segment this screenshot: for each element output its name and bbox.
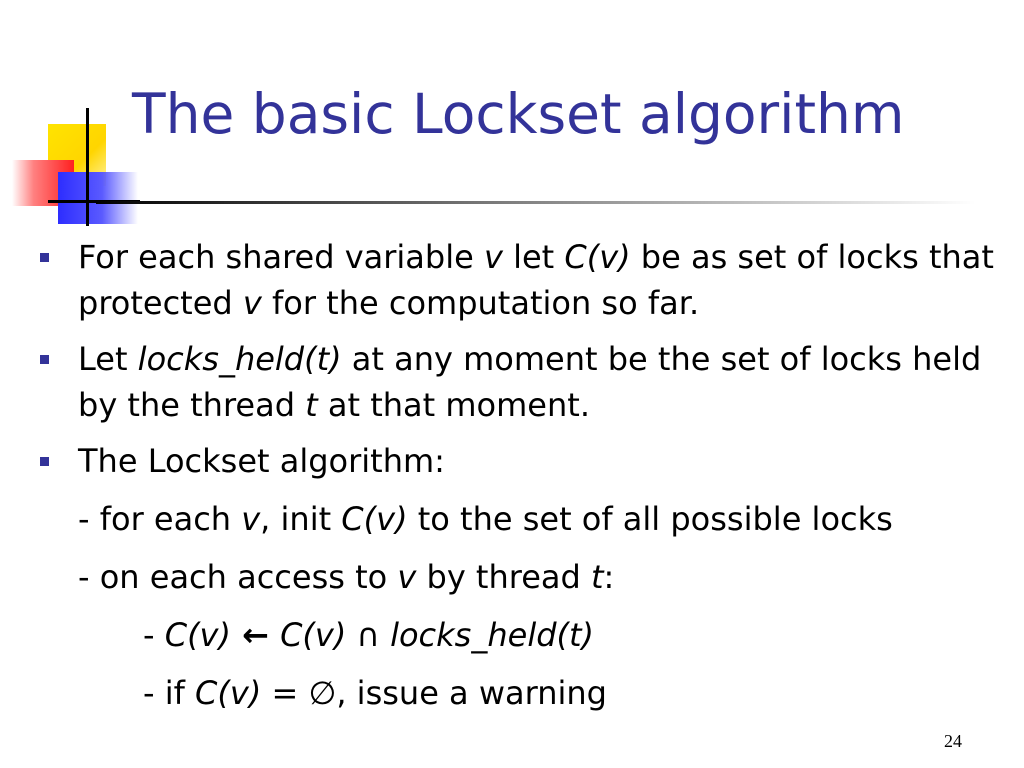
variable-v: v <box>242 284 262 322</box>
bullet-item <box>40 234 1000 326</box>
text-run: - for each <box>78 500 242 538</box>
text-run: - on each access to <box>78 558 398 596</box>
text-run: to the set of all possible locks <box>407 500 893 538</box>
slide-title: The basic Lockset algorithm <box>132 82 905 146</box>
term-cv: C(v) <box>341 500 408 538</box>
algorithm-substep <box>40 612 1000 658</box>
variable-v: v <box>483 238 503 276</box>
intersection-icon: ∩ <box>346 616 391 654</box>
text-run: , init <box>260 500 342 538</box>
algorithm-step <box>40 554 1000 600</box>
term-locks-held: locks_held(t) <box>137 340 342 378</box>
term-cv: C(v) <box>195 674 262 712</box>
variable-t: t <box>305 386 318 424</box>
bullet-item <box>40 438 1000 484</box>
square-bullet-icon <box>40 457 49 466</box>
title-underline <box>96 201 976 204</box>
square-bullet-icon <box>40 355 49 364</box>
text-run: Let <box>78 340 138 378</box>
bullet-text <box>78 238 994 322</box>
left-arrow-icon: ← <box>230 616 281 654</box>
text-run: be as set of locks that protected <box>78 238 994 322</box>
text-run: by thread <box>416 558 591 596</box>
square-bullet-icon <box>40 253 49 262</box>
blue-square-shape <box>58 172 138 224</box>
logo-vertical-line <box>86 108 89 226</box>
text-run: at that moment. <box>317 386 590 424</box>
bullet-text <box>78 340 981 424</box>
term-locks-held: locks_held(t) <box>390 616 595 654</box>
variable-v: v <box>241 500 261 538</box>
decorative-logo <box>0 100 150 230</box>
slide-body <box>40 234 1000 716</box>
text-run: = ∅, issue a warning <box>261 674 607 712</box>
text-run: let <box>502 238 565 276</box>
algorithm-substep <box>40 670 1000 716</box>
text-run: - if <box>143 674 196 712</box>
text-run: for the computation so far. <box>261 284 700 322</box>
text-run: For each shared variable <box>78 238 484 276</box>
text-run: : <box>603 558 615 596</box>
bullet-text: The Lockset algorithm: <box>78 442 445 480</box>
bullet-item <box>40 336 1000 428</box>
term-cv: C(v) <box>164 616 231 654</box>
variable-t: t <box>590 558 604 596</box>
variable-v: v <box>397 558 417 596</box>
algorithm-step <box>40 496 1000 542</box>
text-run: - <box>143 616 165 654</box>
page-number: 24 <box>944 731 962 751</box>
term-cv: C(v) <box>280 616 347 654</box>
term-cv: C(v) <box>564 238 631 276</box>
text-run: at any moment be the set of locks held by the thread <box>78 340 982 424</box>
